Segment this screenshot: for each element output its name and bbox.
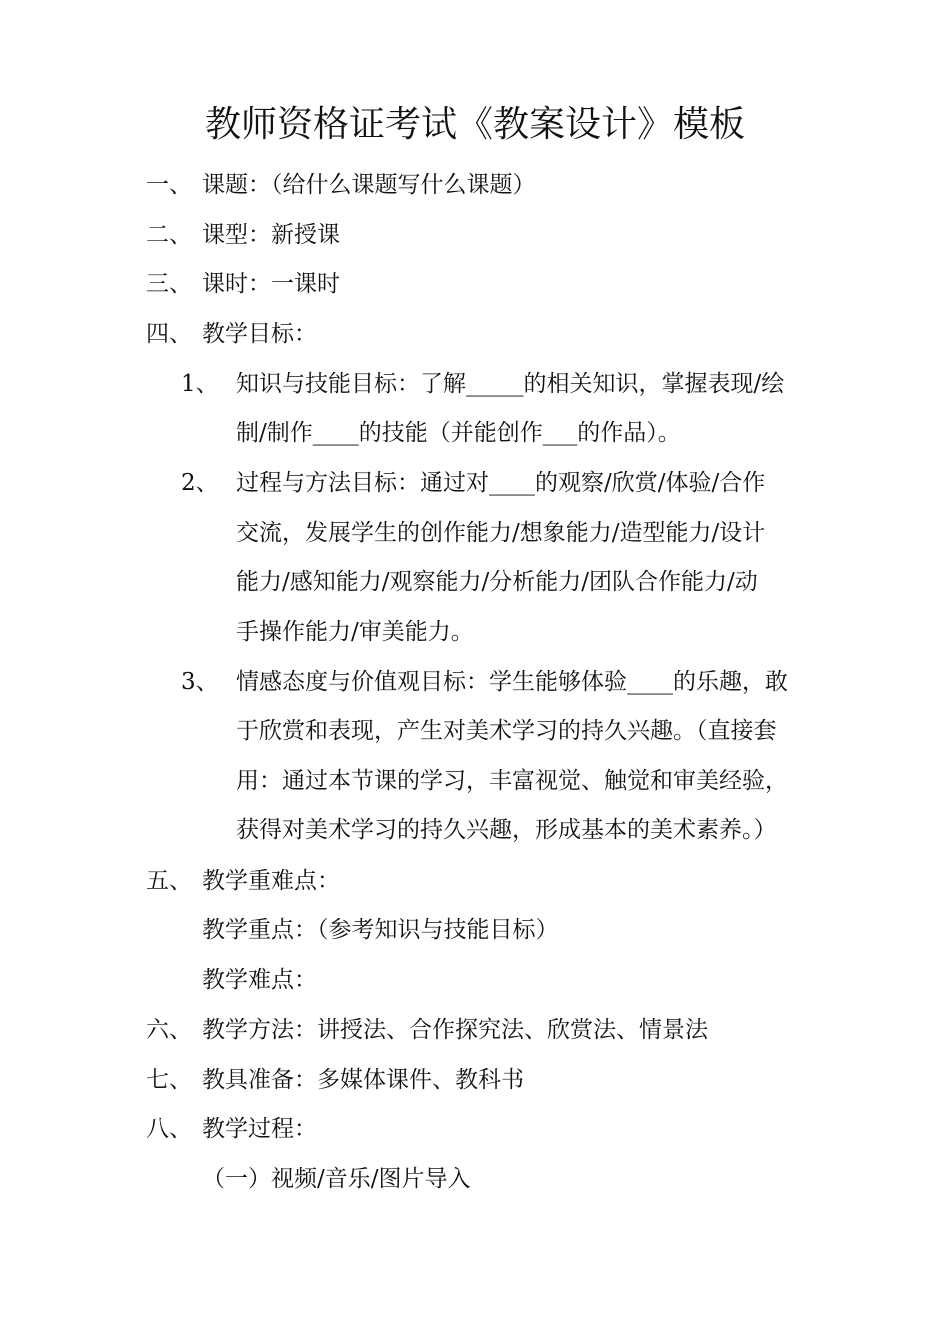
section-2-text: 课型：新授课: [202, 222, 340, 248]
section-6-text: 教学方法：讲授法、合作探究法、欣赏法、情景法: [202, 1017, 708, 1043]
teaching-difficulty: 教学难点：: [202, 967, 317, 993]
process-step-1: （一）视频/音乐/图片导入: [202, 1166, 471, 1192]
section-4-text: 教学目标：: [202, 321, 317, 347]
objective-3-line-4: 获得对美术学习的持久兴趣，形成基本的美术素养。）: [236, 817, 777, 843]
objective-2-number: 2、: [181, 470, 219, 496]
section-1-text: 课题：（给什么课题写什么课题）: [202, 172, 536, 198]
section-3-number: 三、: [146, 271, 192, 297]
teaching-focus: 教学重点：（参考知识与技能目标）: [202, 917, 559, 943]
objective-2-line-3: 能力/感知能力/观察能力/分析能力/团队合作能力/动: [236, 569, 758, 595]
section-5-number: 五、: [146, 868, 192, 894]
section-8-text: 教学过程：: [202, 1116, 317, 1142]
section-7-number: 七、: [146, 1067, 192, 1093]
section-5-text: 教学重难点：: [202, 868, 340, 894]
objective-1-line-2: 制/制作____的技能（并能创作___的作品）。: [236, 420, 681, 446]
section-3-text: 课时：一课时: [202, 271, 340, 297]
section-1-number: 一、: [146, 172, 192, 198]
section-4-number: 四、: [146, 321, 192, 347]
section-8-number: 八、: [146, 1116, 192, 1142]
objective-3-line-2: 于欣赏和表现，产生对美术学习的持久兴趣。（直接套: [236, 718, 777, 744]
objective-1-number: 1、: [181, 371, 219, 397]
objective-2-line-2: 交流，发展学生的创作能力/想象能力/造型能力/设计: [236, 520, 766, 546]
document-title: 教师资格证考试《教案设计》模板: [204, 104, 745, 145]
objective-1-line-1: 知识与技能目标：了解_____的相关知识，掌握表现/绘: [236, 371, 785, 397]
section-7-text: 教具准备：多媒体课件、教科书: [202, 1067, 524, 1093]
objective-2-line-4: 手操作能力/审美能力。: [236, 619, 474, 645]
objective-2-line-1: 过程与方法目标：通过对____的观察/欣赏/体验/合作: [236, 470, 766, 496]
section-6-number: 六、: [146, 1017, 192, 1043]
section-2-number: 二、: [146, 222, 192, 248]
objective-3-line-3: 用：通过本节课的学习，丰富视觉、触觉和审美经验，: [236, 768, 788, 794]
objective-3-line-1: 情感态度与价值观目标：学生能够体验____的乐趣，敢: [236, 669, 788, 695]
objective-3-number: 3、: [181, 669, 219, 695]
